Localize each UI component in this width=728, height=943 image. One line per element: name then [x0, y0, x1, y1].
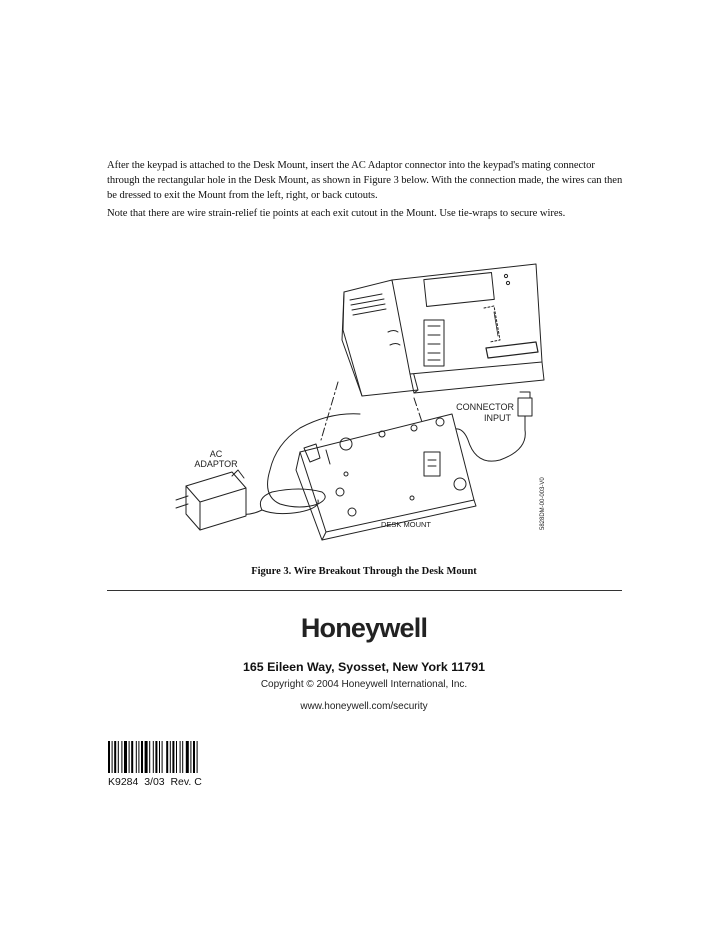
drawing-id-label: 5828DM-00-003-V0	[540, 477, 546, 530]
website-url: www.honeywell.com/security	[300, 701, 428, 712]
copyright-notice: Copyright © 2004 Honeywell International, Inc.	[260, 679, 468, 690]
adaptor-label-line1: AC	[209, 449, 223, 459]
figure-caption: Figure 3. Wire Breakout Through the Desk Mount	[251, 566, 477, 577]
ac-adaptor-illustration	[176, 470, 246, 530]
adaptor-label-line2: ADAPTOR	[194, 459, 238, 469]
divider-rule	[107, 590, 622, 591]
connector-label-line1: CONNECTOR	[456, 402, 514, 412]
connector-label-line2: INPUT	[484, 413, 511, 423]
honeywell-logo: Honeywell	[300, 613, 428, 643]
company-address: 165 Eileen Way, Syosset, New York 11791	[243, 660, 485, 674]
barcode	[108, 741, 236, 773]
instruction-paragraph-2: Note that there are wire strain-relief tie points at each exit cutout in the Mount. Use tie-wraps to secure wires.	[107, 208, 566, 219]
desk-mount-label: DESK MOUNT	[380, 520, 432, 529]
keypad-illustration	[342, 264, 544, 396]
instruction-paragraph-1: After the keypad is attached to the Desk Mount, insert the AC Adaptor connector into the keypad's mating connector through the rectangular hole in the Desk Mount, as shown in Figure 3 below. With the connection made, the wires can then be dressed to exit the Mount from the left, right, or back cutouts.	[107, 160, 623, 201]
document-id: K9284 3/03 Rev. C	[108, 776, 202, 788]
